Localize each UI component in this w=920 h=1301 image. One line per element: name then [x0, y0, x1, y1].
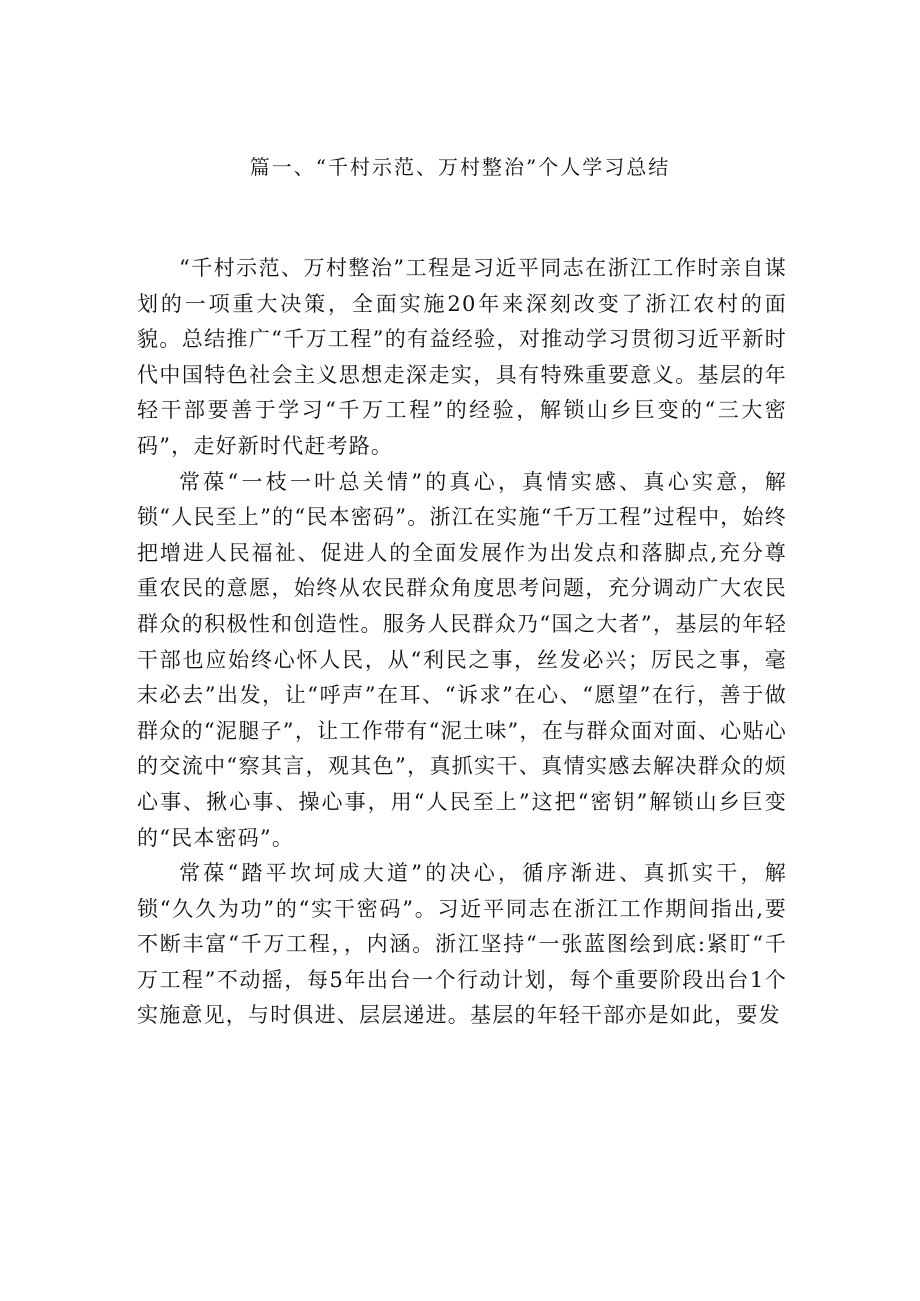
paragraph-intro: “千村示范、万村整治”工程是习近平同志在浙江工作时亲自谋划的一项重大决策，全面实施20年来深刻改变了浙江农村的面貌。总结推广“千万工程”的有益经验，对推动学习贯彻习近平新时代中国特色社会主义思想走深走实，具有特殊重要意义。基层的年轻干部要善于学习“千万工程”的经验，解锁山乡巨变的“三大密码”，走好新时代赶考路。	[137, 256, 787, 458]
document-body	[137, 251, 787, 1034]
paragraph-persistence: 常葆“踏平坎坷成大道”的决心，循序渐进、真抓实干，解锁“久久为功”的“实干密码”。习近平同志在浙江工作期间指出,要不断丰富“千万工程，，内涵。浙江坚持“一张蓝图绘到底:紧盯“千万工程”不动摇，每5年出台一个行动计划，每个重要阶段出台1个实施意见，与时俱进、层层递进。基层的年轻干部亦是如此，要发	[137, 861, 787, 1028]
document-title: 篇一、“千村示范、万村整治”个人学习总结	[249, 155, 671, 179]
paragraph-people-first: 常葆“一枝一叶总关情”的真心，真情实感、真心实意，解锁“人民至上”的“民本密码”。浙江在实施“千万工程”过程中，始终把增进人民福祉、促进人的全面发展作为出发点和落脚点,充分尊重农民的意愿，始终从农民群众角度思考问题，充分调动广大农民群众的积极性和创造性。服务人民群众乃“国之大者”，基层的年轻干部也应始终心怀人民，从“利民之事，丝发必兴；厉民之事，毫末必去”出发，让“呼声”在耳、“诉求”在心、“愿望”在行，善于做群众的“泥腿子”，让工作带有“泥土味”，在与群众面对面、心贴心的交流中“察其言，观其色”，真抓实干、真情实感去解决群众的烦心事、揪心事、操心事，用“人民至上”这把“密钥”解锁山乡巨变的“民本密码”。	[137, 469, 787, 850]
